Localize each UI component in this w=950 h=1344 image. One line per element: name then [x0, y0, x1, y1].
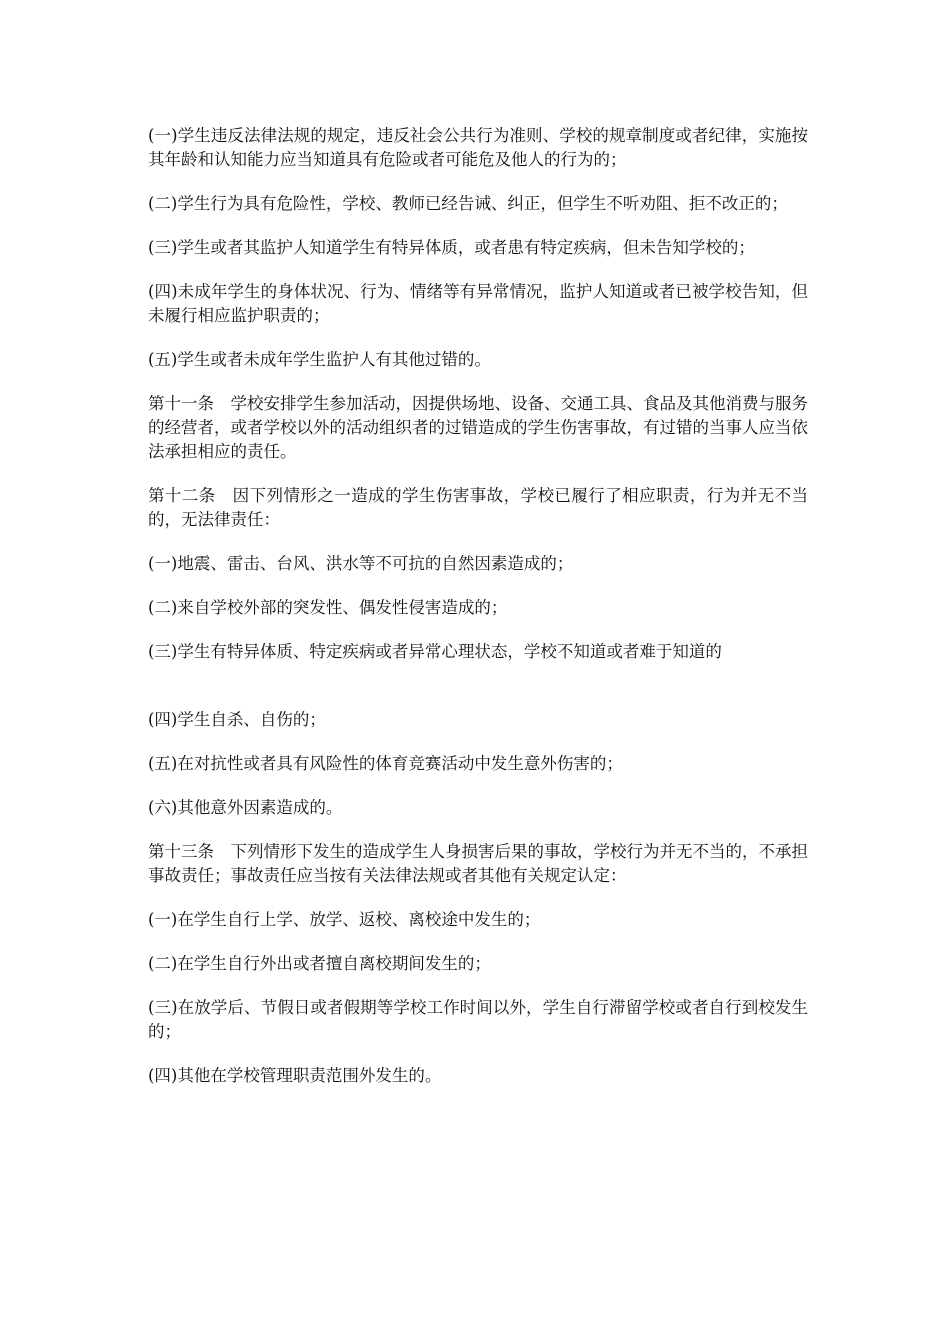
- article-12-item-2: (二)来自学校外部的突发性、偶发性侵害造成的；: [148, 598, 508, 617]
- paragraph-3: (三)学生或者其监护人知道学生有特异体质，或者患有特定疾病，但未告知学校的；: [148, 238, 755, 257]
- paragraph-2: (二)学生行为具有危险性，学校、教师已经告诫、纠正，但学生不听劝阻、拒不改正的；: [148, 194, 788, 213]
- article-12-item-1: (一)地震、雷击、台风、洪水等不可抗的自然因素造成的；: [148, 554, 574, 573]
- article-13-item-3: (三)在放学后、节假日或者假期等学校工作时间以外，学生自行滞留学校或者自行到校发生的；: [148, 998, 808, 1041]
- article-12: 第十二条 因下列情形之一造成的学生伤害事故，学校已履行了相应职责，行为并无不当的，无法律责任：: [148, 486, 808, 529]
- article-11: 第十一条 学校安排学生参加活动，因提供场地、设备、交通工具、食品及其他消费与服务的经营者，或者学校以外的活动组织者的过错造成的学生伤害事故，有过错的当事人应当依法承担相应的责任。: [148, 394, 808, 461]
- article-13: 第十三条 下列情形下发生的造成学生人身损害后果的事故，学校行为并无不当的，不承担事故责任；事故责任应当按有关法律法规或者其他有关规定认定：: [148, 842, 808, 885]
- document-body: [148, 124, 808, 1108]
- article-13-item-4: (四)其他在学校管理职责范围外发生的。: [148, 1066, 442, 1085]
- article-12-item-4: (四)学生自杀、自伤的；: [148, 710, 326, 729]
- paragraph-5: (五)学生或者未成年学生监护人有其他过错的。: [148, 350, 491, 369]
- paragraph-4: (四)未成年学生的身体状况、行为、情绪等有异常情况，监护人知道或者已被学校告知，但未履行相应监护职责的；: [148, 282, 808, 325]
- article-13-item-1: (一)在学生自行上学、放学、返校、离校途中发生的；: [148, 910, 541, 929]
- paragraph-1: (一)学生违反法律法规的规定，违反社会公共行为准则、学校的规章制度或者纪律，实施按其年龄和认知能力应当知道具有危险或者可能危及他人的行为的；: [148, 126, 808, 169]
- article-12-item-6: (六)其他意外因素造成的。: [148, 798, 343, 817]
- article-13-item-2: (二)在学生自行外出或者擅自离校期间发生的；: [148, 954, 491, 973]
- article-12-item-5: (五)在对抗性或者具有风险性的体育竞赛活动中发生意外伤害的；: [148, 754, 623, 773]
- article-12-item-3: (三)学生有特异体质、特定疾病或者异常心理状态，学校不知道或者难于知道的: [148, 642, 722, 661]
